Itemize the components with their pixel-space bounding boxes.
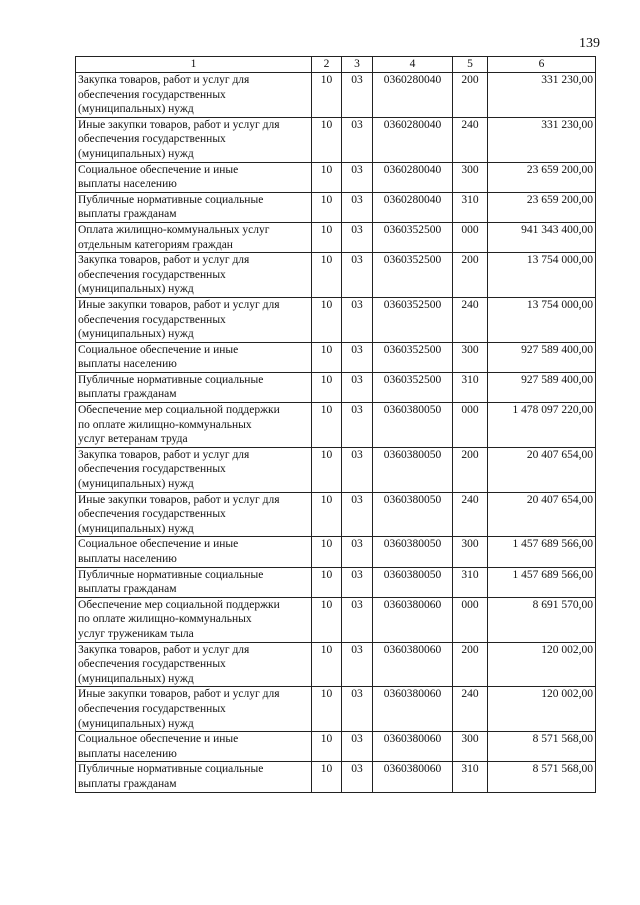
expense-type-code: 240 [453, 687, 488, 732]
row-name [76, 762, 312, 792]
amount: 331 230,00 [488, 117, 596, 162]
target-article-code: 0360380050 [373, 567, 453, 597]
section-code: 10 [312, 597, 342, 642]
subsection-code: 03 [342, 762, 373, 792]
subsection-code: 03 [342, 372, 373, 402]
expense-type-code: 200 [453, 253, 488, 298]
expense-type-code: 310 [453, 762, 488, 792]
row-name-line: Иные закупки товаров, работ и услуг для [78, 688, 280, 701]
subsection-code: 03 [342, 117, 373, 162]
subsection-code: 03 [342, 297, 373, 342]
target-article-code: 0360380060 [373, 642, 453, 687]
table-header [76, 57, 596, 73]
subsection-code: 03 [342, 687, 373, 732]
subsection-code: 03 [342, 253, 373, 298]
row-name-line: обеспечения государственных [78, 313, 226, 326]
row-name-line: обеспечения государственных [78, 463, 226, 476]
row-name [76, 537, 312, 567]
subsection-code: 03 [342, 567, 373, 597]
target-article-code: 0360380050 [373, 447, 453, 492]
expense-type-code: 310 [453, 372, 488, 402]
row-name-line: выплаты населению [78, 747, 177, 760]
row-name-line: (муниципальных) нужд [78, 328, 194, 341]
expense-type-code: 300 [453, 732, 488, 762]
row-name-line: (муниципальных) нужд [78, 103, 194, 116]
subsection-code: 03 [342, 732, 373, 762]
amount: 927 589 400,00 [488, 342, 596, 372]
row-name-line: Иные закупки товаров, работ и услуг для [78, 118, 280, 131]
row-name [76, 403, 312, 448]
row-name-line: Публичные нормативные социальные [78, 763, 264, 776]
amount: 941 343 400,00 [488, 222, 596, 252]
table-row [76, 372, 596, 402]
expense-type-code: 310 [453, 567, 488, 597]
target-article-code: 0360280040 [373, 162, 453, 192]
header-row [76, 57, 596, 73]
row-name-line: Обеспечение мер социальной поддержки [78, 598, 280, 611]
table-row [76, 117, 596, 162]
target-article-code: 0360352500 [373, 222, 453, 252]
amount: 1 457 689 566,00 [488, 537, 596, 567]
section-code: 10 [312, 447, 342, 492]
expense-type-code: 310 [453, 192, 488, 222]
row-name [76, 492, 312, 537]
header-col-3: 3 [342, 57, 373, 73]
row-name-line: отдельным категориям граждан [78, 238, 233, 251]
amount: 1 457 689 566,00 [488, 567, 596, 597]
row-name-line: услуг ветеранам труда [78, 433, 188, 446]
table-row [76, 597, 596, 642]
row-name-line: обеспечения государственных [78, 508, 226, 521]
row-name-line: обеспечения государственных [78, 88, 226, 101]
target-article-code: 0360380060 [373, 732, 453, 762]
expense-type-code: 200 [453, 642, 488, 687]
table-row [76, 73, 596, 118]
section-code: 10 [312, 297, 342, 342]
row-name-line: выплаты гражданам [78, 208, 177, 221]
table-row [76, 447, 596, 492]
row-name [76, 117, 312, 162]
row-name-line: (муниципальных) нужд [78, 147, 194, 160]
row-name [76, 567, 312, 597]
row-name-line: Иные закупки товаров, работ и услуг для [78, 493, 280, 506]
row-name [76, 297, 312, 342]
section-code: 10 [312, 732, 342, 762]
subsection-code: 03 [342, 447, 373, 492]
row-name-line: Иные закупки товаров, работ и услуг для [78, 298, 280, 311]
row-name [76, 732, 312, 762]
subsection-code: 03 [342, 222, 373, 252]
expense-type-code: 000 [453, 222, 488, 252]
section-code: 10 [312, 642, 342, 687]
amount: 20 407 654,00 [488, 447, 596, 492]
section-code: 10 [312, 342, 342, 372]
target-article-code: 0360352500 [373, 253, 453, 298]
row-name-line: обеспечения государственных [78, 133, 226, 146]
row-name-line: Оплата жилищно-коммунальных услуг [78, 223, 270, 236]
subsection-code: 03 [342, 403, 373, 448]
expense-type-code: 300 [453, 537, 488, 567]
row-name-line: (муниципальных) нужд [78, 717, 194, 730]
subsection-code: 03 [342, 162, 373, 192]
row-name-line: Публичные нормативные социальные [78, 568, 264, 581]
row-name-line: (муниципальных) нужд [78, 672, 194, 685]
table-row [76, 642, 596, 687]
row-name-line: по оплате жилищно-коммунальных [78, 613, 252, 626]
row-name [76, 162, 312, 192]
target-article-code: 0360352500 [373, 372, 453, 402]
row-name [76, 253, 312, 298]
row-name-line: Социальное обеспечение и иные [78, 163, 239, 176]
target-article-code: 0360280040 [373, 192, 453, 222]
expense-type-code: 300 [453, 162, 488, 192]
section-code: 10 [312, 403, 342, 448]
target-article-code: 0360380050 [373, 492, 453, 537]
row-name [76, 597, 312, 642]
target-article-code: 0360280040 [373, 117, 453, 162]
section-code: 10 [312, 117, 342, 162]
row-name-line: Обеспечение мер социальной поддержки [78, 404, 280, 417]
subsection-code: 03 [342, 192, 373, 222]
row-name-line: Публичные нормативные социальные [78, 193, 264, 206]
section-code: 10 [312, 762, 342, 792]
row-name-line: (муниципальных) нужд [78, 283, 194, 296]
table-body [76, 73, 596, 793]
row-name [76, 642, 312, 687]
table-row [76, 297, 596, 342]
target-article-code: 0360380050 [373, 537, 453, 567]
row-name-line: Социальное обеспечение и иные [78, 538, 239, 551]
header-col-2: 2 [312, 57, 342, 73]
section-code: 10 [312, 192, 342, 222]
amount: 120 002,00 [488, 687, 596, 732]
expense-type-code: 300 [453, 342, 488, 372]
row-name-line: выплаты гражданам [78, 388, 177, 401]
target-article-code: 0360352500 [373, 297, 453, 342]
section-code: 10 [312, 567, 342, 597]
row-name-line: (муниципальных) нужд [78, 478, 194, 491]
subsection-code: 03 [342, 492, 373, 537]
table-row [76, 253, 596, 298]
row-name [76, 447, 312, 492]
row-name-line: выплаты населению [78, 358, 177, 371]
row-name [76, 372, 312, 402]
row-name-line: (муниципальных) нужд [78, 522, 194, 535]
row-name-line: выплаты населению [78, 178, 177, 191]
subsection-code: 03 [342, 642, 373, 687]
table-row [76, 403, 596, 448]
section-code: 10 [312, 253, 342, 298]
section-code: 10 [312, 537, 342, 567]
table-row [76, 192, 596, 222]
expense-type-code: 240 [453, 117, 488, 162]
budget-table [75, 56, 596, 793]
table-row [76, 537, 596, 567]
section-code: 10 [312, 162, 342, 192]
table-row [76, 567, 596, 597]
amount: 13 754 000,00 [488, 297, 596, 342]
amount: 13 754 000,00 [488, 253, 596, 298]
target-article-code: 0360380060 [373, 597, 453, 642]
amount: 927 589 400,00 [488, 372, 596, 402]
row-name-line: Закупка товаров, работ и услуг для [78, 254, 250, 267]
section-code: 10 [312, 687, 342, 732]
row-name-line: обеспечения государственных [78, 702, 226, 715]
section-code: 10 [312, 372, 342, 402]
target-article-code: 0360280040 [373, 73, 453, 118]
table-row [76, 687, 596, 732]
amount: 20 407 654,00 [488, 492, 596, 537]
row-name-line: обеспечения государственных [78, 658, 226, 671]
target-article-code: 0360380060 [373, 687, 453, 732]
row-name-line: Закупка товаров, работ и услуг для [78, 448, 250, 461]
expense-type-code: 240 [453, 492, 488, 537]
amount: 23 659 200,00 [488, 162, 596, 192]
expense-type-code: 000 [453, 597, 488, 642]
section-code: 10 [312, 73, 342, 118]
subsection-code: 03 [342, 597, 373, 642]
subsection-code: 03 [342, 73, 373, 118]
target-article-code: 0360380050 [373, 403, 453, 448]
page-number: 139 [579, 36, 600, 51]
row-name [76, 73, 312, 118]
row-name-line: услуг труженикам тыла [78, 627, 194, 640]
row-name-line: выплаты населению [78, 553, 177, 565]
row-name-line: Социальное обеспечение и иные [78, 343, 239, 356]
target-article-code: 0360380060 [373, 762, 453, 792]
expense-type-code: 000 [453, 403, 488, 448]
header-col-6: 6 [488, 57, 596, 73]
row-name [76, 222, 312, 252]
header-col-1: 1 [76, 57, 312, 73]
header-col-4: 4 [373, 57, 453, 73]
row-name-line: Закупка товаров, работ и услуг для [78, 74, 250, 86]
target-article-code: 0360352500 [373, 342, 453, 372]
row-name-line: Социальное обеспечение и иные [78, 733, 239, 746]
row-name-line: выплаты гражданам [78, 777, 177, 790]
amount: 8 571 568,00 [488, 732, 596, 762]
expense-type-code: 200 [453, 447, 488, 492]
row-name [76, 342, 312, 372]
expense-type-code: 240 [453, 297, 488, 342]
row-name [76, 192, 312, 222]
table-row [76, 222, 596, 252]
header-col-5: 5 [453, 57, 488, 73]
table-row [76, 162, 596, 192]
amount: 23 659 200,00 [488, 192, 596, 222]
expense-type-code: 200 [453, 73, 488, 118]
amount: 331 230,00 [488, 73, 596, 118]
section-code: 10 [312, 492, 342, 537]
row-name-line: Закупка товаров, работ и услуг для [78, 643, 250, 656]
row-name-line: выплаты гражданам [78, 583, 177, 596]
table-row [76, 732, 596, 762]
row-name-line: по оплате жилищно-коммунальных [78, 418, 252, 431]
amount: 1 478 097 220,00 [488, 403, 596, 448]
amount: 8 571 568,00 [488, 762, 596, 792]
section-code: 10 [312, 222, 342, 252]
amount: 8 691 570,00 [488, 597, 596, 642]
table-row [76, 762, 596, 792]
table-row [76, 492, 596, 537]
row-name [76, 687, 312, 732]
row-name-line: Публичные нормативные социальные [78, 373, 264, 386]
subsection-code: 03 [342, 537, 373, 567]
row-name-line: обеспечения государственных [78, 268, 226, 281]
subsection-code: 03 [342, 342, 373, 372]
table-row [76, 342, 596, 372]
amount: 120 002,00 [488, 642, 596, 687]
